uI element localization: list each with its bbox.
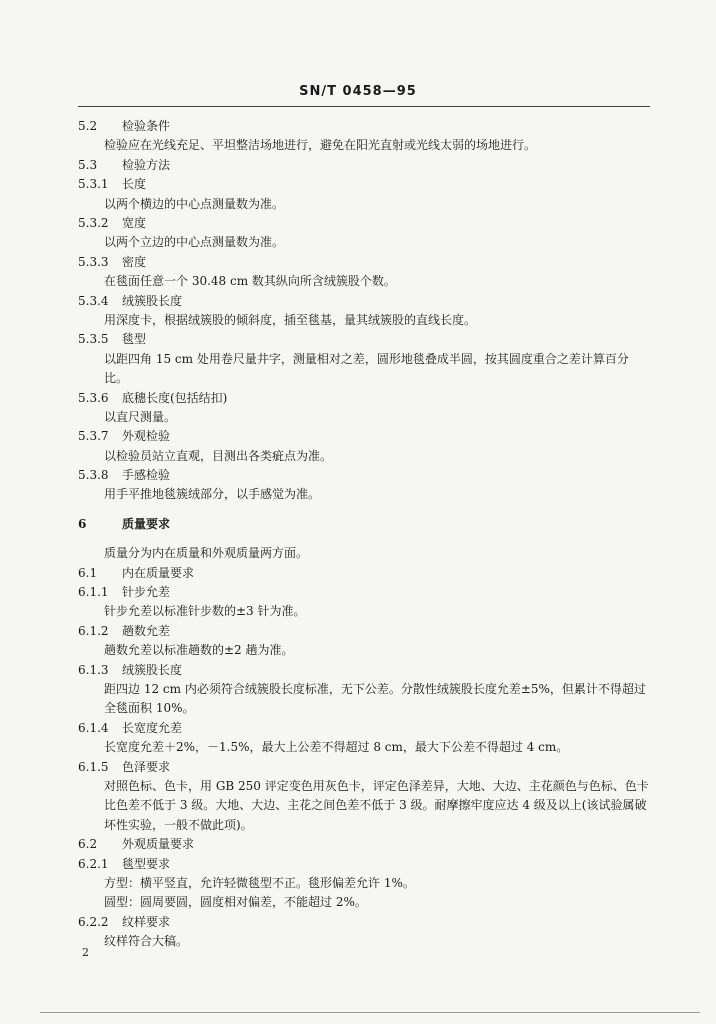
- clause-number: 6.2.1: [78, 856, 109, 871]
- clause-label: 长宽度允差: [122, 720, 183, 735]
- clause-label: 用手平推地毯簇绒部分，以手感觉为准。: [104, 487, 321, 502]
- section-heading: [78, 515, 650, 534]
- document-body: [78, 117, 650, 952]
- clause-heading: [78, 719, 650, 738]
- clause-text: [78, 893, 650, 912]
- standard-code-header: SN/T 0458—95: [299, 84, 417, 99]
- clause-label: 毯型: [122, 332, 147, 347]
- clause-heading: [78, 622, 650, 641]
- clause-heading: [78, 564, 650, 583]
- header-rule: [78, 106, 650, 107]
- clause-text: [78, 136, 650, 155]
- clause-label: 距四边 12 cm 内必须符合绒簇股长度标准，无下公差。分散性绒簇股长度允差±5%，但累计不得超过全毯面积 10%。: [104, 681, 646, 716]
- clause-label: 检验条件: [122, 119, 171, 133]
- clause-label: 外观质量要求: [122, 837, 195, 852]
- clause-heading: [78, 253, 650, 272]
- clause-text: [78, 777, 650, 835]
- clause-number: 5.3.1: [78, 177, 109, 192]
- clause-heading: [78, 661, 650, 680]
- clause-text: [78, 874, 650, 893]
- clause-label: 内在质量要求: [122, 565, 195, 580]
- clause-heading: [78, 835, 650, 854]
- clause-label: 手感检验: [122, 468, 171, 483]
- clause-label: 以两个立边的中心点测量数为准。: [104, 235, 285, 250]
- clause-label: 以检验员站立直观，目测出各类疵点为准。: [104, 448, 333, 463]
- clause-label: 底穗长度(包括结扣): [122, 390, 228, 405]
- bottom-edge-line: [40, 1012, 700, 1013]
- clause-heading: [78, 292, 650, 311]
- clause-number: 5.3.7: [78, 429, 109, 444]
- clause-number: 5.3.3: [78, 254, 109, 269]
- clause-label: 检验应在光线充足、平坦整洁场地进行，避免在阳光直射或光线太弱的场地进行。: [104, 138, 537, 153]
- clause-number: 6.1.5: [78, 759, 109, 774]
- clause-label: 趟数允差: [122, 623, 171, 638]
- clause-label: 外观检验: [122, 429, 171, 444]
- clause-text: [78, 195, 650, 214]
- clause-heading: [78, 214, 650, 233]
- clause-heading: [78, 175, 650, 194]
- clause-heading: [78, 855, 650, 874]
- clause-text: [78, 932, 650, 951]
- clause-number: 5.3: [78, 157, 98, 172]
- clause-text: [78, 641, 650, 660]
- clause-label: 趟数允差以标准趟数的±2 趟为准。: [104, 643, 294, 658]
- clause-label: 密度: [122, 254, 147, 269]
- clause-number: 6: [78, 516, 87, 531]
- clause-label: 宽度: [122, 215, 147, 230]
- clause-text: [78, 544, 650, 563]
- clause-label: 方型：横平竖直，允许轻微毯型不正。毯形偏差允许 1%。: [104, 875, 415, 890]
- page-number: 2: [82, 946, 89, 959]
- clause-heading: [78, 156, 650, 175]
- clause-label: 长宽度允差＋2%，－1.5%，最大上公差不得超过 8 cm，最大下公差不得超过 4 cm。: [104, 740, 569, 755]
- clause-label: 检验方法: [122, 157, 171, 172]
- clause-label: 色泽要求: [122, 759, 171, 774]
- clause-text: [78, 485, 650, 504]
- clause-heading: [78, 389, 650, 408]
- clause-text: [78, 447, 650, 466]
- clause-number: 5.3.4: [78, 293, 109, 308]
- clause-number: 6.1.3: [78, 662, 109, 677]
- clause-heading: [78, 117, 650, 136]
- clause-label: 对照色标、色卡，用 GB 250 评定变色用灰色卡，评定色泽差异，大地、大边、主花颜色与色标、色卡比色差不低于 3 级。大地、大边、主花之间色差不低于 3 级。耐摩擦牢度应达 4 级及以上(该试验属破坏性实验，一般不做此项)。: [104, 778, 649, 832]
- clause-text: [78, 272, 650, 291]
- clause-label: 纹样要求: [122, 914, 171, 929]
- clause-label: 在毯面任意一个 30.48 cm 数其纵向所含绒簇股个数。: [104, 274, 396, 289]
- clause-label: 毯型要求: [122, 856, 171, 871]
- clause-label: 纹样符合大稿。: [104, 934, 189, 949]
- clause-label: 质量分为内在质量和外观质量两方面。: [104, 546, 309, 561]
- clause-text: [78, 680, 650, 719]
- clause-number: 5.3.6: [78, 390, 109, 405]
- clause-number: 6.1.4: [78, 720, 109, 735]
- clause-label: 用深度卡，根据绒簇股的倾斜度，插至毯基，量其绒簇股的直线长度。: [104, 312, 477, 327]
- clause-number: 6.2.2: [78, 914, 109, 929]
- clause-text: [78, 408, 650, 427]
- clause-text: [78, 350, 650, 389]
- clause-number: 5.3.2: [78, 215, 109, 230]
- clause-label: 以两个横边的中心点测量数为准。: [104, 196, 285, 211]
- clause-label: 针步允差: [122, 585, 171, 600]
- clause-label: 圆型：圆周要圆，圆度相对偏差，不能超过 2%。: [104, 895, 367, 910]
- clause-number: 5.2: [78, 119, 98, 133]
- clause-heading: [78, 330, 650, 349]
- clause-label: 以距四角 15 cm 处用卷尺量井字，测量相对之差，圆形地毯叠成半圆，按其圆度重合之差计算百分比。: [104, 351, 629, 386]
- clause-text: [78, 233, 650, 252]
- clause-number: 6.2: [78, 837, 98, 852]
- clause-heading: [78, 466, 650, 485]
- clause-number: 6.1: [78, 565, 98, 580]
- clause-number: 5.3.5: [78, 332, 109, 347]
- clause-label: 绒簇股长度: [122, 293, 183, 308]
- clause-label: 质量要求: [122, 516, 171, 531]
- clause-label: 以直尺测量。: [104, 409, 177, 424]
- clause-heading: [78, 427, 650, 446]
- clause-label: 针步允差以标准针步数的±3 针为准。: [104, 604, 306, 619]
- clause-number: 6.1.2: [78, 623, 109, 638]
- clause-label: 绒簇股长度: [122, 662, 183, 677]
- clause-heading: [78, 758, 650, 777]
- clause-label: 长度: [122, 177, 147, 192]
- clause-number: 6.1.1: [78, 585, 109, 600]
- clause-text: [78, 311, 650, 330]
- clause-text: [78, 602, 650, 621]
- clause-number: 5.3.8: [78, 468, 109, 483]
- clause-heading: [78, 583, 650, 602]
- clause-heading: [78, 913, 650, 932]
- clause-text: [78, 738, 650, 757]
